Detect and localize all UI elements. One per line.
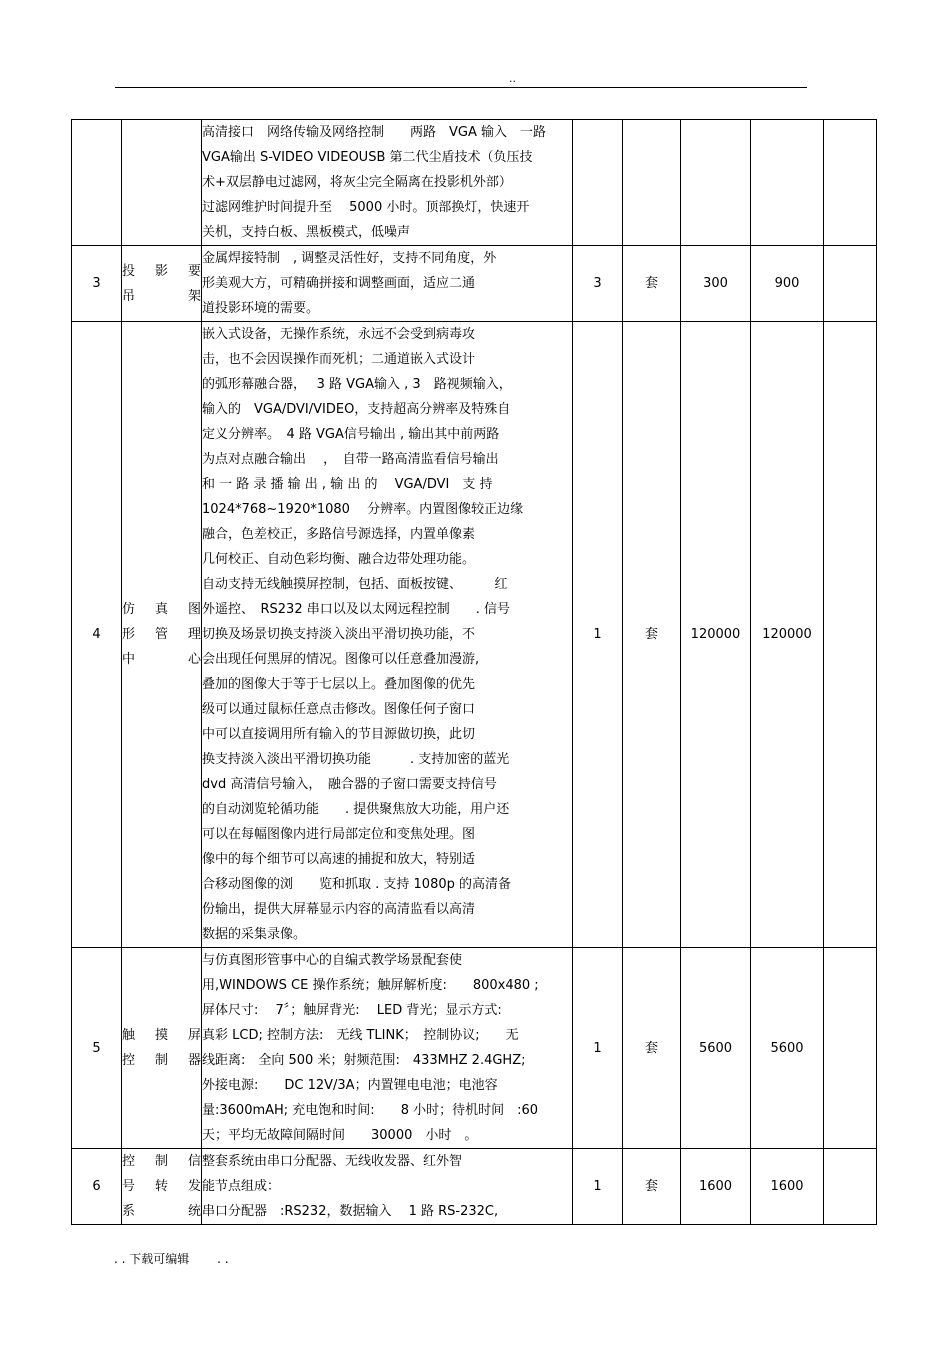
item-name [122, 948, 202, 1149]
item-number [72, 120, 122, 246]
item-total: 120000 [751, 322, 824, 948]
description-line: 真彩 LCD; 控制方法: 无线 TLINK； 控制协议; 无 [202, 1028, 519, 1043]
spec-table [71, 119, 877, 1225]
item-total: 5600 [751, 948, 824, 1149]
description-line: 的弧形幕融合器， 3 路 VGA输入 , 3 路视频输入， [202, 377, 512, 392]
item-number: 3 [72, 246, 122, 322]
description-line: 融合，色差校正，多路信号源选择，内置单像素 [202, 527, 476, 542]
description-line: 道投影环境的需要。 [202, 301, 320, 316]
description-line: 的自动浏览轮循功能 . 提供聚焦放大功能，用户还 [202, 802, 510, 817]
description-line: 量:3600mAH; 充电饱和时间: 8 小时；待机时间 :60 [202, 1103, 539, 1118]
description-line: dvd 高清信号输入， 融合器的子窗口需要支持信号 [202, 777, 497, 792]
description-line: 合移动图像的浏 览和抓取 . 支持 1080p 的高清备 [202, 877, 511, 892]
header-rule [115, 87, 807, 88]
item-quantity: 1 [573, 1149, 623, 1225]
item-unit: 套 [623, 246, 681, 322]
description-line: 屏体尺寸: 7〞；触屏背光: LED 背光；显示方式: [202, 1003, 502, 1018]
item-description [202, 246, 573, 322]
description-line: 份输出，提供大屏幕显示内容的高清监看以高清 [202, 902, 476, 917]
table-body [72, 120, 877, 1225]
item-name-line: 形 管 理 [122, 627, 201, 642]
item-name-line: 仿 真 图 [122, 602, 201, 617]
description-line: 定义分辨率。 4 路 VGA信号输出 , 输出其中前两路 [202, 427, 500, 442]
description-line: 换支持淡入淡出平滑切换功能 . 支持加密的蓝光 [202, 752, 510, 767]
description-line: 形美观大方，可精确拼接和调整画面，适应二通 [202, 276, 476, 291]
description-line: 级可以通过鼠标任意点击修改。图像任何子窗口 [202, 702, 476, 717]
description-line: 高清接口 网络传输及网络控制 两路 VGA 输入 一路 [202, 125, 546, 140]
description-line: 像中的每个细节可以高速的捕捉和放大，特别适 [202, 852, 476, 867]
item-quantity [573, 120, 623, 246]
item-name-line: 控制器 [122, 1053, 201, 1068]
description-line: 数据的采集录像。 [202, 927, 307, 942]
description-line: 自动支持无线触摸屏控制，包括、面板按键、 红 [202, 577, 508, 592]
description-line: 外接电源: DC 12V/3A；内置锂电电池；电池容 [202, 1078, 498, 1093]
item-remark [824, 948, 877, 1149]
item-total: 1600 [751, 1149, 824, 1225]
table-row [72, 120, 877, 246]
item-description [202, 1149, 573, 1225]
item-description [202, 322, 573, 948]
item-description [202, 948, 573, 1149]
item-remark [824, 246, 877, 322]
description-line: 关机，支持白板、黑板模式，低噪声 [202, 225, 411, 240]
description-line: 整套系统由串口分配器、无线收发器、红外智 [202, 1154, 463, 1169]
item-name-line: 系统 [122, 1204, 201, 1219]
item-unit-price: 5600 [681, 948, 751, 1149]
item-unit: 套 [623, 322, 681, 948]
description-line: 几何校正、自动色彩均衡、融合边带处理功能。 [202, 552, 476, 567]
item-unit [623, 120, 681, 246]
description-line: VGA输出 S-VIDEO VIDEOUSB 第二代尘盾技术（负压技 [202, 150, 533, 165]
description-line: 术+双层静电过滤网，将灰尘完全隔离在投影机外部） [202, 175, 512, 190]
item-quantity: 1 [573, 948, 623, 1149]
description-line: 击，也不会因误操作而死机；二通道嵌入式设计 [202, 352, 476, 367]
item-name-line: 中心 [122, 652, 201, 667]
header-dots: .. [509, 72, 516, 85]
description-line: 用,WINDOWS CE 操作系统；触屏解析度: 800x480 ; [202, 978, 539, 993]
item-description [202, 120, 573, 246]
description-line: 会出现任何黑屏的情况。图像可以任意叠加漫游, [202, 652, 480, 667]
item-number: 4 [72, 322, 122, 948]
description-line: 嵌入式设备，无操作系统，永远不会受到病毒攻 [202, 327, 476, 342]
item-total [751, 120, 824, 246]
description-line: 中可以直接调用所有输入的节目源做切换，此切 [202, 727, 476, 742]
item-unit-price [681, 120, 751, 246]
description-line: 输入的 VGA/DVI/VIDEO，支持超高分辨率及特殊自 [202, 402, 511, 417]
table-row [72, 948, 877, 1149]
description-line: 切换及场景切换支持淡入淡出平滑切换功能，不 [202, 627, 476, 642]
description-line: 线距离: 全向 500 米；射频范围: 433MHZ 2.4GHZ; [202, 1053, 526, 1068]
item-unit-price: 120000 [681, 322, 751, 948]
table-row [72, 1149, 877, 1225]
item-name-line: 号 转 发 [122, 1179, 201, 1194]
description-line: 金属焊接特制 , 调整灵活性好，支持不同角度，外 [202, 251, 497, 266]
item-unit-price: 1600 [681, 1149, 751, 1225]
item-unit: 套 [623, 1149, 681, 1225]
item-unit: 套 [623, 948, 681, 1149]
item-remark [824, 120, 877, 246]
description-line: 1024*768~1920*1080 分辨率。内置图像较正边缘 [202, 502, 524, 517]
item-remark [824, 1149, 877, 1225]
description-line: 和 一 路 录 播 输 出 , 输 出 的 VGA/DVI 支 持 [202, 477, 493, 492]
description-line: 天；平均无故障间隔时间 30000 小时 。 [202, 1128, 478, 1143]
table-row [72, 246, 877, 322]
item-name-line: 触 摸 屏 [122, 1028, 201, 1043]
item-name-line: 控 制 信 [122, 1154, 201, 1169]
table-row [72, 322, 877, 948]
item-name-line: 投 影 要 [122, 263, 201, 279]
item-name-line: 吊架 [122, 288, 201, 304]
item-unit-price: 300 [681, 246, 751, 322]
item-number: 5 [72, 948, 122, 1149]
item-name [122, 1149, 202, 1225]
item-number: 6 [72, 1149, 122, 1225]
description-line: 串口分配器 :RS232，数据输入 1 路 RS-232C, [202, 1204, 499, 1219]
description-line: 为点对点融合输出 ， 自带一路高清监看信号输出 [202, 452, 499, 467]
description-line: 可以在每幅图像内进行局部定位和变焦处理。图 [202, 827, 476, 842]
description-line: 能节点组成： [202, 1179, 281, 1194]
description-line: 过滤网维护时间提升至 5000 小时。顶部换灯，快速开 [202, 200, 530, 215]
item-name [122, 246, 202, 322]
item-remark [824, 322, 877, 948]
description-line: 与仿真图形管事中心的自编式教学场景配套使 [202, 953, 463, 968]
description-line: 外遥控、 RS232 串口以及以太网远程控制 . 信号 [202, 602, 510, 617]
item-quantity: 1 [573, 322, 623, 948]
item-name [122, 322, 202, 948]
item-name [122, 120, 202, 246]
item-quantity: 3 [573, 246, 623, 322]
item-total: 900 [751, 246, 824, 322]
footer-note: . . 下载可编辑 . . [114, 1252, 229, 1266]
description-line: 叠加的图像大于等于七层以上。叠加图像的优先 [202, 677, 476, 692]
